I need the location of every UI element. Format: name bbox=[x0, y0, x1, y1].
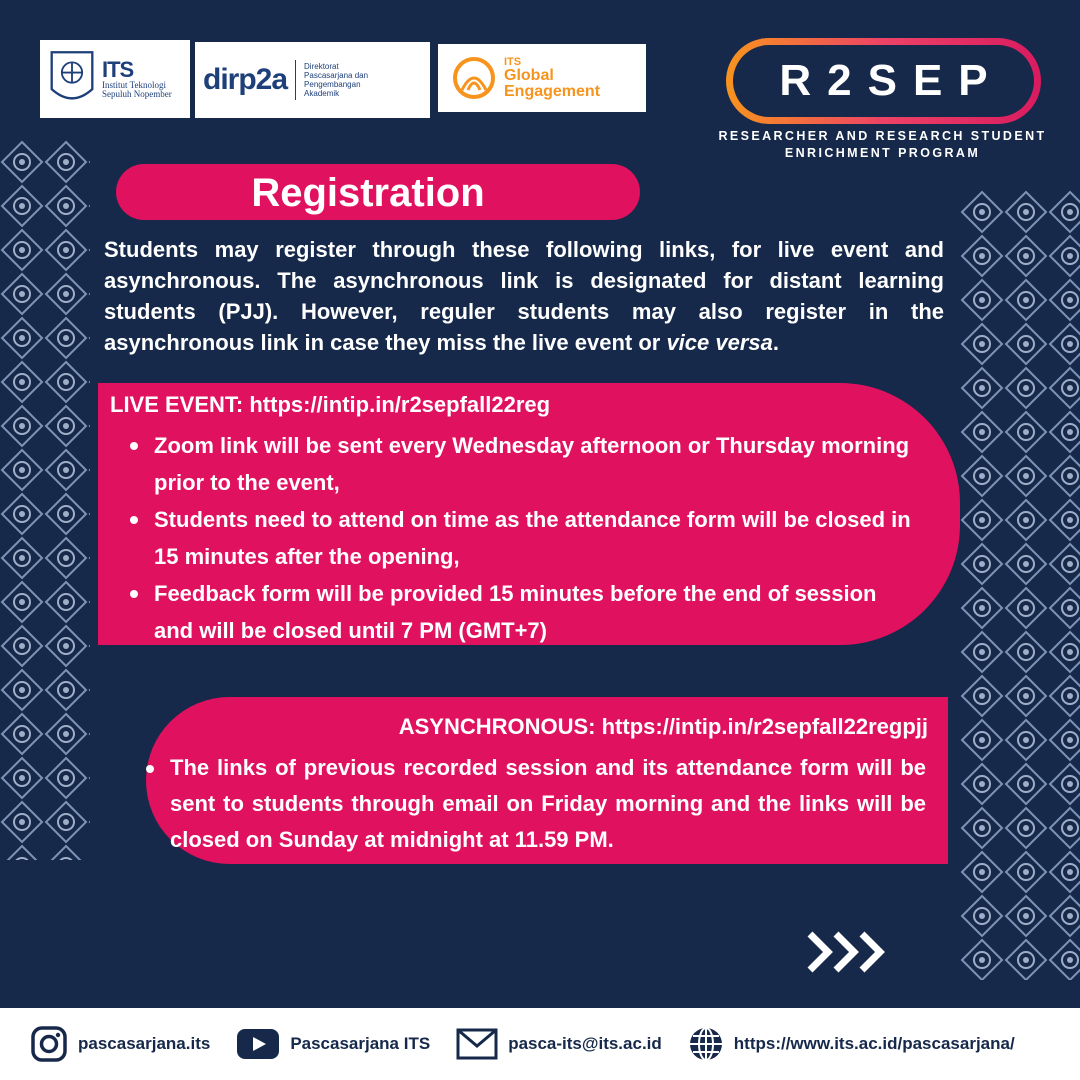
r2sep-badge bbox=[726, 38, 1041, 124]
intro-italic-text: vice versa bbox=[666, 330, 773, 355]
live-event-heading[interactable]: LIVE EVENT: https://intip.in/r2sepfall22reg bbox=[110, 392, 551, 417]
list-item: The links of previous recorded session and its attendance form will be sent to students through email on Friday morning and the links will be closed on Sunday at midnight at 11.59 PM. bbox=[146, 750, 926, 858]
next-arrows-icon[interactable] bbox=[806, 930, 890, 974]
its-logo-full-name: Institut Teknologi Sepuluh Nopember bbox=[102, 80, 172, 99]
list-item: Zoom link will be sent every Wednesday afternoon or Thursday morning prior to the event, bbox=[130, 427, 920, 501]
global-engagement-line3: Engagement bbox=[504, 82, 601, 100]
registration-title: Registration bbox=[251, 171, 485, 215]
asynchronous-list bbox=[146, 750, 926, 858]
asynchronous-heading[interactable]: ASYNCHRONOUS: https://intip.in/r2sepfall22regpjj bbox=[398, 714, 928, 739]
dirp2a-logo-description: Direktorat Pascasarjana dan Pengembangan Akademik bbox=[304, 61, 369, 99]
instagram-handle: pascasarjana.its bbox=[78, 1034, 211, 1053]
batik-pattern-right bbox=[960, 190, 1080, 980]
global-engagement-emblem-icon bbox=[452, 56, 496, 100]
its-logo-name: ITS bbox=[102, 57, 134, 82]
r2sep-title: R2SEP bbox=[779, 56, 1004, 105]
batik-pattern-left bbox=[0, 140, 90, 860]
global-engagement-logo bbox=[438, 44, 646, 112]
footer-website[interactable] bbox=[688, 1026, 1015, 1062]
globe-icon bbox=[688, 1026, 724, 1062]
email-address: pasca-its@its.ac.id bbox=[508, 1034, 662, 1053]
mail-icon bbox=[456, 1028, 498, 1060]
registration-intro bbox=[104, 234, 944, 358]
footer-instagram[interactable] bbox=[30, 1025, 210, 1063]
footer-bar bbox=[0, 1008, 1080, 1080]
list-item: Feedback form will be provided 15 minutes before the end of session and will be closed until 7 PM (GMT+7) bbox=[130, 575, 920, 649]
list-item: Students need to attend on time as the attendance form will be closed in 15 minutes after the opening, bbox=[130, 501, 920, 575]
dirp2a-divider bbox=[295, 60, 296, 100]
website-url: https://www.its.ac.id/pascasarjana/ bbox=[733, 1034, 1015, 1053]
footer-youtube[interactable] bbox=[236, 1028, 430, 1060]
r2sep-subtitle-line2: ENRICHMENT PROGRAM bbox=[784, 146, 981, 160]
dirp2a-logo-name: dirp2a bbox=[203, 63, 288, 96]
footer-email[interactable] bbox=[456, 1028, 662, 1060]
live-event-list bbox=[130, 427, 920, 649]
r2sep-subtitle bbox=[700, 128, 1065, 162]
dirp2a-logo bbox=[195, 42, 430, 118]
r2sep-subtitle-line1: RESEARCHER AND RESEARCH STUDENT bbox=[718, 129, 1047, 143]
global-engagement-line1: ITS bbox=[504, 55, 522, 68]
youtube-channel: Pascasarjana ITS bbox=[290, 1034, 431, 1053]
youtube-icon bbox=[236, 1028, 280, 1060]
its-logo bbox=[40, 40, 190, 118]
instagram-icon bbox=[30, 1025, 68, 1063]
global-engagement-line2: Global bbox=[504, 66, 554, 84]
intro-ending: . bbox=[772, 330, 779, 355]
intro-text: Students may register through these following links, for live event and asynchronous. The asynchronous link is designated for distant learning students (PJJ). However, reguler students may also register in the asynchronous link in case they miss the live event or bbox=[104, 237, 944, 355]
its-seal-icon bbox=[48, 46, 96, 112]
